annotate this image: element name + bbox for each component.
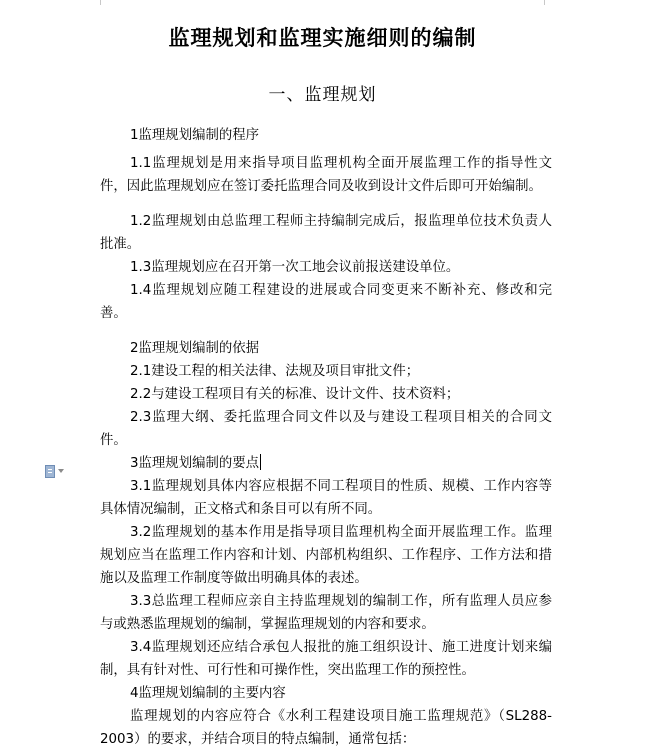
document-body[interactable]	[100, 124, 552, 748]
document-icon	[45, 465, 55, 478]
paragraph-2-2: 2.2与建设工程项目有关的标准、设计文件、技术资料；	[130, 387, 460, 402]
paragraph-4: 4监理规划编制的主要内容	[130, 686, 286, 701]
paragraph-1: 1监理规划编制的程序	[130, 128, 260, 143]
paragraph-3-text: 3监理规划编制的要点	[130, 456, 260, 471]
page-corner-mark-left	[88, 0, 101, 5]
paragraph-4-intro: 监理规划的内容应符合《水利工程建设项目施工监理规范》（SL288-2003）的要求，并结合项目的特点编制，通常包括：	[100, 709, 552, 747]
chevron-down-icon	[58, 469, 64, 473]
paragraph-2-1: 2.1建设工程的相关法律、法规及项目审批文件；	[130, 364, 420, 379]
document-options-icon[interactable]	[45, 463, 71, 479]
page-corner-mark-right	[544, 0, 557, 5]
paragraph-1-4: 1.4监理规划应随工程建设的进展或合同变更来不断补充、修改和完善。	[100, 283, 552, 321]
document-title: 监理规划和监理实施细则的编制	[168, 25, 477, 50]
paragraph-1-1: 1.1监理规划是用来指导项目监理机构全面开展监理工作的指导性文件，因此监理规划应在签订委托监理合同及收到设计文件后即可开始编制。	[100, 156, 552, 194]
text-cursor	[260, 454, 261, 470]
paragraph-2: 2监理规划编制的依据	[130, 341, 260, 356]
paragraph-3-3: 3.3总监理工程师应亲自主持监理规划的编制工作，所有监理人员应参与或熟悉监理规划的编制，掌握监理规划的内容和要求。	[100, 594, 552, 632]
paragraph-1-3: 1.3监理规划应在召开第一次工地会议前报送建设单位。	[130, 260, 460, 275]
paragraph-3	[100, 452, 552, 475]
paragraph-3-4: 3.4监理规划还应结合承包人报批的施工组织设计、施工进度计划来编制，具有针对性、可行性和可操作性，突出监理工作的预控性。	[100, 640, 552, 678]
paragraph-3-2: 3.2监理规划的基本作用是指导项目监理机构全面开展监理工作。监理规划应当在监理工作内容和计划、内部机构组织、工作程序、工作方法和措施以及监理工作制度等做出明确具体的表述。	[100, 525, 552, 586]
paragraph-2-3: 2.3监理大纲、委托监理合同文件以及与建设工程项目相关的合同文件。	[100, 410, 552, 448]
paragraph-3-1: 3.1监理规划具体内容应根据不同工程项目的性质、规模、工作内容等具体情况编制，正文格式和条目可以有所不同。	[100, 479, 552, 517]
paragraph-1-2: 1.2监理规划由总监理工程师主持编制完成后，报监理单位技术负责人批准。	[100, 214, 552, 252]
section-heading: 一、监理规划	[268, 85, 377, 105]
